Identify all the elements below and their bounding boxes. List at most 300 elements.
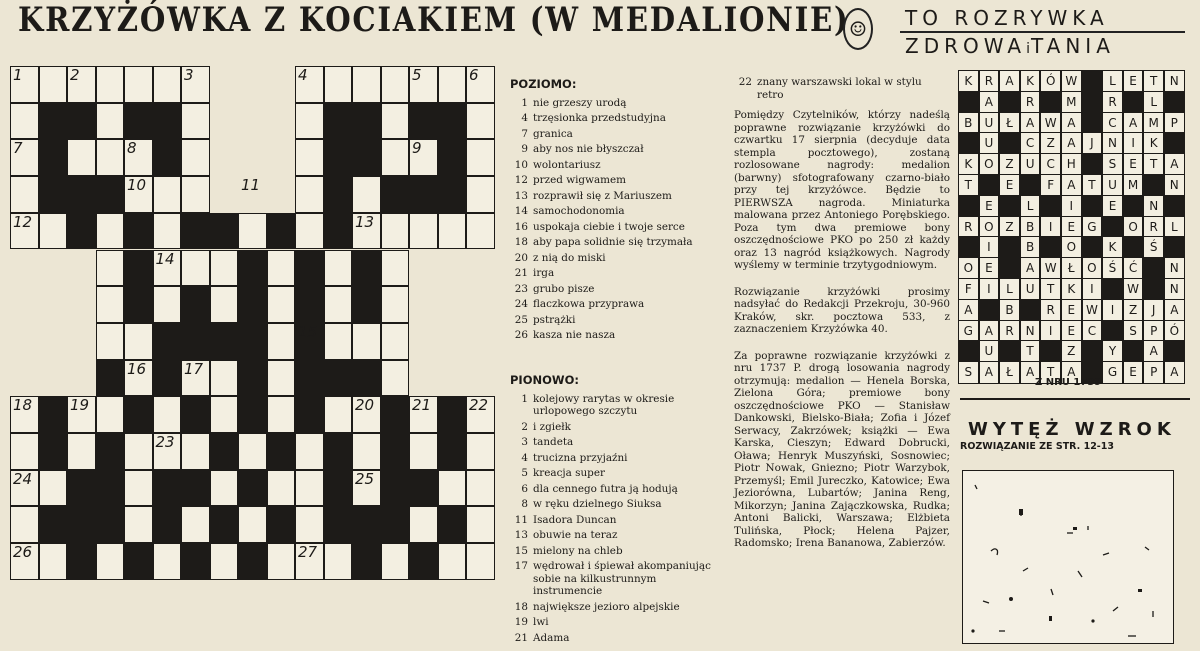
clue-number-label: 2 [70, 66, 80, 84]
solution-cell: B [1020, 236, 1041, 258]
clue-number-label: 5 [412, 66, 422, 84]
solution-cell: Z [999, 216, 1020, 238]
clue-number-label: 22 [469, 396, 489, 415]
solution-cell: Ś [1102, 257, 1123, 279]
solution-cell: P [1143, 320, 1164, 342]
solution-block [958, 195, 979, 217]
grid-block [267, 213, 296, 250]
divider [960, 398, 1190, 400]
grid-cell[interactable] [153, 286, 182, 323]
grid-cell[interactable] [210, 250, 239, 287]
grid-block [39, 433, 68, 470]
grid-block [381, 176, 410, 213]
clue-number: 1 [521, 392, 528, 405]
solution-cell: T [1143, 153, 1164, 175]
grid-cell[interactable] [96, 286, 125, 323]
solution-cell: R [958, 216, 979, 238]
grid-cell[interactable] [438, 470, 467, 507]
grid-cell[interactable] [124, 470, 153, 507]
clue-item [510, 283, 720, 296]
clue-number: 17 [514, 560, 528, 572]
clue-number-label: 16 [127, 359, 147, 378]
solution-cell: T [1040, 278, 1061, 300]
solution-cell: U [1102, 174, 1123, 196]
grid-block [153, 139, 182, 176]
solution-block [1082, 236, 1103, 258]
grid-block [67, 543, 96, 580]
clue-number: 6 [521, 482, 528, 495]
grid-cell[interactable] [466, 103, 495, 140]
solution-cell: R [1102, 91, 1123, 113]
grid-cell[interactable] [96, 213, 125, 250]
grid-cell[interactable] [67, 433, 96, 470]
clue-number-label: 10 [127, 176, 147, 195]
solution-block [1082, 91, 1103, 113]
clue-number-label: 7 [13, 139, 23, 158]
grid-cell[interactable] [381, 139, 410, 176]
clue-number: 1 [521, 96, 528, 109]
grid-cell[interactable] [210, 396, 239, 433]
solution-cell: I [1061, 195, 1082, 217]
clue-number: 4 [521, 112, 528, 124]
solution-cell: Z [999, 153, 1020, 175]
clue-number-label: 15 [298, 322, 318, 341]
grid-cell[interactable] [267, 470, 296, 507]
grid-cell[interactable] [295, 103, 324, 140]
grid-cell[interactable] [352, 66, 381, 103]
solution-cell: P [1164, 112, 1185, 134]
grid-block [124, 286, 153, 323]
grid-block [67, 213, 96, 250]
grid-block [153, 470, 182, 507]
grid-block [352, 250, 381, 287]
solution-block [1020, 174, 1041, 196]
clue-number-label: 26 [13, 543, 33, 562]
grid-cell[interactable] [381, 250, 410, 287]
clue-number: 26 [514, 329, 528, 341]
clue-item [510, 436, 720, 449]
solution-block [1082, 70, 1103, 92]
clue-number-label: 17 [184, 359, 204, 378]
grid-block [438, 506, 467, 543]
solution-cell: W [1061, 70, 1082, 92]
clue-text: wędrował i śpiewał akompaniując sobie na kilkustrunnym instrumencie [533, 560, 711, 597]
clue-number-label: 24 [13, 469, 33, 488]
clue-number: 11 [514, 513, 528, 526]
solution-cell: L [1102, 70, 1123, 92]
clue-text: pstrążki [533, 313, 576, 326]
solution-cell: A [1164, 361, 1185, 383]
solution-cell: C [1040, 153, 1061, 175]
solution-cell: N [1164, 257, 1185, 279]
solution-block [999, 195, 1020, 217]
clue-item [510, 267, 720, 280]
grid-block [238, 360, 267, 397]
solution-cell: K [958, 153, 979, 175]
grid-cell[interactable] [67, 139, 96, 176]
page-title: KRZYŻÓWKA Z KOCIAKIEM (W MEDALIONIE) [18, 0, 850, 40]
grid-cell[interactable] [96, 396, 125, 433]
solution-cell: A [1164, 153, 1185, 175]
grid-block [352, 103, 381, 140]
grid-cell[interactable] [96, 250, 125, 287]
grid-cell[interactable] [324, 543, 353, 580]
clue-number-label: 18 [13, 396, 33, 415]
grid-block [324, 176, 353, 213]
clue-text: irga [533, 267, 555, 279]
grid-cell[interactable] [352, 433, 381, 470]
clue-item [510, 143, 720, 156]
slogan-line-2: ZDROWAiTANIA [905, 34, 1115, 58]
grid-cell[interactable] [381, 103, 410, 140]
grid-cell[interactable] [324, 323, 353, 360]
grid-cell[interactable] [324, 286, 353, 323]
solution-cell: N [1102, 132, 1123, 154]
grid-cell[interactable] [438, 543, 467, 580]
grid-cell[interactable] [39, 543, 68, 580]
grid-cell[interactable] [381, 360, 410, 397]
grid-block [210, 213, 239, 250]
solution-block [1164, 132, 1185, 154]
grid-block [267, 433, 296, 470]
grid-cell[interactable] [153, 213, 182, 250]
grid-cell[interactable] [267, 323, 296, 360]
clue-text: obuwie na teraz [533, 529, 618, 541]
grid-cell[interactable] [153, 176, 182, 213]
grid-cell[interactable] [96, 103, 125, 140]
grid-cell[interactable] [267, 543, 296, 580]
solution-cell: K [1102, 236, 1123, 258]
grid-block [238, 396, 267, 433]
grid-block [67, 176, 96, 213]
clue-number-label: 19 [70, 396, 90, 415]
solution-cell: Ó [1040, 70, 1061, 92]
solution-cell: O [1082, 257, 1103, 279]
solution-cell: F [1040, 174, 1061, 196]
solution-block [958, 340, 979, 362]
grid-cell[interactable] [153, 66, 182, 103]
grid-cell[interactable] [409, 506, 438, 543]
clue-number-label: 3 [184, 66, 194, 84]
solution-cell: E [1102, 195, 1123, 217]
clue-number: 15 [514, 544, 528, 557]
solution-cell: R [979, 70, 1000, 92]
solution-cell: R [1020, 91, 1041, 113]
solution-cell: K [958, 70, 979, 92]
solution-cell: O [979, 216, 1000, 238]
grid-block [295, 250, 324, 287]
clue-number-label: 6 [469, 66, 479, 84]
grid-cell[interactable] [438, 66, 467, 103]
clue-number-label: 27 [298, 543, 318, 562]
clue-number: 21 [514, 631, 528, 644]
send-paragraph: Rozwiązanie krzyżówki prosimy nadsyłać do Redakcji Przekroju, 30-960 Kraków, skr. pocztowa 533, z zaznaczeniem Krzyżówka 40. [734, 285, 950, 335]
solution-cell: L [1020, 195, 1041, 217]
grid-cell[interactable] [381, 66, 410, 103]
solution-block [958, 132, 979, 154]
grid-cell[interactable] [267, 396, 296, 433]
grid-block [324, 103, 353, 140]
solution-block [1123, 340, 1144, 362]
solution-cell: A [1123, 112, 1144, 134]
grid-cell[interactable] [295, 470, 324, 507]
solution-cell: Z [1061, 340, 1082, 362]
grid-cell[interactable] [381, 323, 410, 360]
clue-item [510, 545, 720, 558]
grid-cell[interactable] [238, 506, 267, 543]
clue-item [510, 329, 720, 342]
down-heading: PIONOWO: [510, 373, 579, 387]
grid-cell[interactable] [181, 176, 210, 213]
grid-cell[interactable] [181, 250, 210, 287]
grid-cell[interactable] [96, 323, 125, 360]
grid-block [352, 543, 381, 580]
solution-cell: O [979, 153, 1000, 175]
solution-cell: I [1040, 320, 1061, 342]
wytez-wzrok-subtitle: ROZWIĄZANIE ZE STR. 12-13 [960, 441, 1114, 452]
grid-cell[interactable] [466, 213, 495, 250]
grid-cell[interactable] [295, 213, 324, 250]
grid-cell[interactable] [409, 213, 438, 250]
grid-block [238, 286, 267, 323]
grid-cell[interactable] [466, 176, 495, 213]
solution-cell: A [1020, 361, 1041, 383]
clue-item [510, 236, 720, 249]
grid-cell[interactable] [181, 103, 210, 140]
grid-cell[interactable] [124, 506, 153, 543]
clue-text: w ręku dzielnego Siuksa [533, 498, 662, 510]
solution-cell: O [1061, 236, 1082, 258]
solution-block [1143, 278, 1164, 300]
clue-number: 18 [514, 236, 528, 248]
clue-number: 24 [514, 298, 528, 310]
solution-cell: A [1020, 257, 1041, 279]
solution-block [1123, 195, 1144, 217]
grid-cell[interactable] [96, 139, 125, 176]
solution-cell: O [958, 257, 979, 279]
grid-cell[interactable] [39, 66, 68, 103]
solution-cell: T [1082, 174, 1103, 196]
solution-cell: I [1040, 216, 1061, 238]
grid-block [124, 250, 153, 287]
grid-cell[interactable] [466, 470, 495, 507]
solution-cell: A [958, 299, 979, 321]
solution-block [1123, 236, 1144, 258]
clue-number: 9 [521, 143, 528, 155]
grid-block [96, 176, 125, 213]
solution-cell: Ł [999, 361, 1020, 383]
grid-cell[interactable] [210, 360, 239, 397]
grid-cell[interactable] [96, 66, 125, 103]
clue-number: 22 [738, 76, 752, 88]
grid-cell[interactable] [438, 213, 467, 250]
grid-cell[interactable] [181, 506, 210, 543]
solution-block [1020, 299, 1041, 321]
grid-cell[interactable] [210, 286, 239, 323]
solution-cell: N [1164, 70, 1185, 92]
solution-block [1102, 216, 1123, 238]
grid-cell[interactable] [210, 543, 239, 580]
grid-cell[interactable] [466, 139, 495, 176]
grid-block [324, 506, 353, 543]
solution-block [958, 236, 979, 258]
grid-cell[interactable] [267, 286, 296, 323]
grid-cell[interactable] [466, 433, 495, 470]
winners-paragraph: Za poprawne rozwiązanie krzyżówki z nru 1737 P. drogą losowania nagrody otrzymują: medalion — Henela Borska, Zielona Góra; premiowe bony oszczędnościowe PKO — Stanisław Dankowski, Bielsko-Biała; Zofia i Józef Serwacy, Zakrzówek; książki — Ewa Karska, Cieszyn; Edward Dobrucki, Oława; Henryk Muszyński, Sosnowiec; Piotr Nowak, Gniezno; Piotr Warzybok, Przemyśl; Emil Jureczko, Katowice; Ewa Jeziorówna, Lubartów; Janina Reng, Mikorzyn; Janina Zajączkowska, Rudka; Antoni Balicki, Warszawa; Elżbieta Tulińska, Płock; Helena Pajzer, Radomsko; Irena Bananowa, Zabierzów. [734, 349, 950, 549]
clue-text: znany warszawski lokal w stylu retro [757, 76, 922, 101]
clue-item [510, 514, 720, 527]
clue-item [510, 632, 720, 645]
grid-cell[interactable] [466, 543, 495, 580]
grid-cell[interactable] [238, 213, 267, 250]
grid-cell[interactable] [124, 66, 153, 103]
solution-cell: Z [1123, 299, 1144, 321]
clue-number: 10 [514, 158, 528, 171]
solution-cell: E [1123, 361, 1144, 383]
grid-block [39, 139, 68, 176]
solution-cell: E [1061, 320, 1082, 342]
grid-cell[interactable] [10, 176, 39, 213]
grid-cell[interactable] [10, 506, 39, 543]
solution-cell: L [1164, 216, 1185, 238]
solution-block [979, 299, 1000, 321]
clue-text: wolontariusz [533, 158, 601, 171]
grid-block [295, 396, 324, 433]
wytez-wzrok-title: WYTĘŻ WZROK [968, 419, 1176, 440]
solution-block [1082, 340, 1103, 362]
clue-text: uspokaja ciebie i twoje serce [533, 220, 685, 233]
clue-number: 4 [521, 451, 528, 464]
grid-cell[interactable] [238, 433, 267, 470]
clue-item [734, 76, 950, 101]
clue-text: Adama [533, 631, 570, 644]
grid-cell[interactable] [181, 139, 210, 176]
solution-cell: Ł [1061, 257, 1082, 279]
clue-number-label: 11 [241, 176, 261, 195]
grid-block [381, 506, 410, 543]
solution-cell: B [999, 299, 1020, 321]
solution-cell: M [1143, 112, 1164, 134]
solution-cell: G [1082, 216, 1103, 238]
clue-item [510, 393, 720, 418]
grid-block [324, 433, 353, 470]
clue-number: 23 [514, 282, 528, 295]
clue-text: rozprawił się z Mariuszem [533, 189, 672, 202]
solution-cell: A [979, 361, 1000, 383]
grid-block [96, 360, 125, 397]
grid-block [324, 470, 353, 507]
clue-text: dla cennego futra ją hodują [533, 482, 678, 495]
clue-text: lwi [533, 616, 549, 628]
grid-block [438, 433, 467, 470]
grid-block [352, 360, 381, 397]
grid-block [381, 396, 410, 433]
grid-cell[interactable] [324, 396, 353, 433]
grid-cell[interactable] [10, 103, 39, 140]
clue-item [510, 205, 720, 218]
grid-cell[interactable] [295, 433, 324, 470]
grid-cell[interactable] [381, 543, 410, 580]
grid-cell[interactable] [381, 213, 410, 250]
grid-block [381, 470, 410, 507]
solution-block [1102, 278, 1123, 300]
solution-cell: E [1061, 299, 1082, 321]
grid-cell[interactable] [324, 250, 353, 287]
grid-cell[interactable] [295, 176, 324, 213]
solution-cell: K [1143, 132, 1164, 154]
grid-cell[interactable] [381, 286, 410, 323]
solution-cell: K [1020, 70, 1041, 92]
grid-cell[interactable] [210, 470, 239, 507]
clue-number: 25 [514, 313, 528, 326]
grid-block [409, 543, 438, 580]
clue-text: aby nos nie błyszczał [533, 143, 644, 155]
clue-text: największe jezioro alpejskie [533, 600, 680, 613]
solution-cell: E [979, 195, 1000, 217]
grid-cell[interactable] [295, 506, 324, 543]
grid-cell[interactable] [96, 543, 125, 580]
clue-number: 13 [514, 189, 528, 202]
grid-cell[interactable] [124, 323, 153, 360]
solution-cell: A [1061, 112, 1082, 134]
solution-cell: Ł [999, 112, 1020, 134]
grid-cell[interactable] [295, 139, 324, 176]
grid-cell[interactable] [352, 323, 381, 360]
solution-block [1040, 195, 1061, 217]
solution-cell: S [1102, 153, 1123, 175]
grid-block [238, 250, 267, 287]
grid-block [295, 360, 324, 397]
clue-text: trzęsionka przedstudyjna [533, 112, 666, 124]
clue-text: trucizna przyjaźni [533, 451, 628, 464]
clue-text: Isadora Duncan [533, 513, 617, 526]
solution-block [1164, 91, 1185, 113]
grid-cell[interactable] [39, 213, 68, 250]
grid-cell[interactable] [352, 176, 381, 213]
grid-block [352, 506, 381, 543]
solution-block [979, 174, 1000, 196]
clue-item [510, 467, 720, 480]
grid-cell[interactable] [124, 433, 153, 470]
grid-cell[interactable] [466, 506, 495, 543]
grid-cell[interactable] [324, 66, 353, 103]
grid-cell[interactable] [181, 433, 210, 470]
grid-cell[interactable] [153, 396, 182, 433]
grid-block [438, 396, 467, 433]
solution-cell: T [1020, 340, 1041, 362]
clue-number: 2 [521, 420, 528, 433]
grid-block [39, 103, 68, 140]
grid-cell[interactable] [153, 543, 182, 580]
solution-block [1082, 153, 1103, 175]
solution-cell: A [1061, 132, 1082, 154]
grid-block [124, 543, 153, 580]
solution-block [1164, 195, 1185, 217]
grid-cell[interactable] [267, 250, 296, 287]
clue-number-label: 14 [155, 249, 175, 268]
grid-cell[interactable] [409, 433, 438, 470]
grid-block [181, 396, 210, 433]
grid-block [153, 323, 182, 360]
solution-cell: A [979, 320, 1000, 342]
solution-cell: A [999, 70, 1020, 92]
grid-cell[interactable] [39, 470, 68, 507]
slogan-divider [900, 31, 1185, 33]
grid-block [324, 139, 353, 176]
solution-block [999, 132, 1020, 154]
grid-cell[interactable] [10, 433, 39, 470]
grid-cell[interactable] [267, 360, 296, 397]
